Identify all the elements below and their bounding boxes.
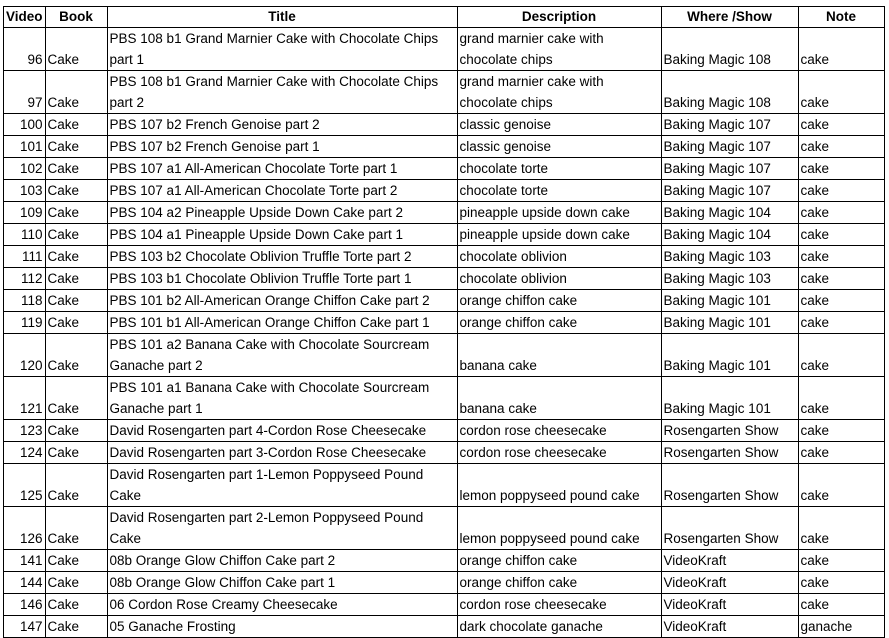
header-row — [4, 7, 885, 28]
cell-video[interactable]: 97 — [4, 71, 46, 114]
cell-description[interactable]: orange chiffon cake — [457, 550, 661, 572]
cell-where-show[interactable]: Baking Magic 107 — [661, 114, 798, 136]
cell-note[interactable]: cake — [798, 246, 884, 268]
cell-description[interactable]: cordon rose cheesecake — [457, 442, 661, 464]
cell-description[interactable]: banana cake — [457, 334, 661, 377]
table-row[interactable] — [4, 312, 885, 334]
cell-description[interactable]: grand marnier cake with chocolate chips — [457, 28, 661, 71]
cell-where-show[interactable]: Rosengarten Show — [661, 442, 798, 464]
cell-where-show[interactable]: Baking Magic 104 — [661, 202, 798, 224]
table-row[interactable] — [4, 246, 885, 268]
cell-video[interactable]: 144 — [4, 572, 46, 594]
cell-where-show[interactable]: VideoKraft — [661, 572, 798, 594]
cell-video[interactable]: 101 — [4, 136, 46, 158]
cell-note[interactable]: cake — [798, 550, 884, 572]
cell-where-show[interactable]: Baking Magic 104 — [661, 224, 798, 246]
cell-title[interactable]: PBS 104 a1 Pineapple Upside Down Cake part 1 — [107, 224, 457, 246]
cell-book[interactable]: Cake — [45, 158, 107, 180]
cell-note[interactable]: cake — [798, 312, 884, 334]
table-row[interactable] — [4, 464, 885, 507]
cell-description[interactable]: cordon rose cheesecake — [457, 420, 661, 442]
cell-title[interactable]: PBS 104 a2 Pineapple Upside Down Cake part 2 — [107, 202, 457, 224]
cell-book[interactable]: Cake — [45, 224, 107, 246]
cell-video[interactable]: 110 — [4, 224, 46, 246]
cell-description[interactable]: pineapple upside down cake — [457, 224, 661, 246]
table-row[interactable] — [4, 420, 885, 442]
table-row[interactable] — [4, 334, 885, 377]
cell-description[interactable]: classic genoise — [457, 136, 661, 158]
cell-description[interactable]: banana cake — [457, 377, 661, 420]
cell-where-show[interactable]: Baking Magic 101 — [661, 290, 798, 312]
table-row[interactable] — [4, 180, 885, 202]
cell-title[interactable]: 08b Orange Glow Chiffon Cake part 2 — [107, 550, 457, 572]
cell-note[interactable]: cake — [798, 442, 884, 464]
cell-note[interactable]: cake — [798, 28, 884, 71]
cell-where-show[interactable]: VideoKraft — [661, 616, 798, 638]
cell-title[interactable]: PBS 108 b1 Grand Marnier Cake with Chocolate Chips part 1 — [107, 28, 457, 71]
cell-note[interactable]: cake — [798, 507, 884, 550]
cell-book[interactable]: Cake — [45, 377, 107, 420]
cell-where-show[interactable]: Rosengarten Show — [661, 464, 798, 507]
cell-where-show[interactable]: Baking Magic 101 — [661, 312, 798, 334]
table-row[interactable] — [4, 616, 885, 638]
cell-book[interactable]: Cake — [45, 420, 107, 442]
cell-video[interactable]: 124 — [4, 442, 46, 464]
cell-where-show[interactable]: Baking Magic 103 — [661, 268, 798, 290]
cell-note[interactable]: cake — [798, 334, 884, 377]
cell-note[interactable]: cake — [798, 158, 884, 180]
cell-description[interactable]: chocolate torte — [457, 158, 661, 180]
cell-book[interactable]: Cake — [45, 442, 107, 464]
cell-title[interactable]: David Rosengarten part 2-Lemon Poppyseed Pound Cake — [107, 507, 457, 550]
cell-description[interactable]: orange chiffon cake — [457, 290, 661, 312]
cell-note[interactable]: cake — [798, 290, 884, 312]
cell-description[interactable]: classic genoise — [457, 114, 661, 136]
cell-description[interactable]: chocolate torte — [457, 180, 661, 202]
cell-title[interactable]: PBS 101 a1 Banana Cake with Chocolate Sourcream Ganache part 1 — [107, 377, 457, 420]
table-body — [4, 28, 885, 638]
cell-video[interactable]: 126 — [4, 507, 46, 550]
table-row[interactable] — [4, 377, 885, 420]
table-row[interactable] — [4, 224, 885, 246]
cell-title[interactable]: PBS 107 b2 French Genoise part 2 — [107, 114, 457, 136]
cell-note[interactable]: cake — [798, 136, 884, 158]
header-title: Title — [107, 7, 457, 28]
cell-video[interactable]: 100 — [4, 114, 46, 136]
cell-note[interactable]: cake — [798, 464, 884, 507]
cell-title[interactable]: PBS 107 a1 All-American Chocolate Torte part 1 — [107, 158, 457, 180]
cell-where-show[interactable]: VideoKraft — [661, 550, 798, 572]
cell-where-show[interactable]: Baking Magic 107 — [661, 136, 798, 158]
table-row[interactable] — [4, 136, 885, 158]
table-row[interactable] — [4, 268, 885, 290]
cell-description[interactable]: lemon poppyseed pound cake — [457, 507, 661, 550]
cell-video[interactable]: 120 — [4, 334, 46, 377]
cell-where-show[interactable]: Baking Magic 103 — [661, 246, 798, 268]
cell-description[interactable]: chocolate oblivion — [457, 268, 661, 290]
cell-description[interactable]: orange chiffon cake — [457, 572, 661, 594]
cell-title[interactable]: David Rosengarten part 4-Cordon Rose Cheesecake — [107, 420, 457, 442]
cell-book[interactable]: Cake — [45, 312, 107, 334]
cell-where-show[interactable]: Baking Magic 108 — [661, 71, 798, 114]
cell-video[interactable]: 102 — [4, 158, 46, 180]
cell-video[interactable]: 112 — [4, 268, 46, 290]
cell-where-show[interactable]: Rosengarten Show — [661, 420, 798, 442]
cell-video[interactable]: 118 — [4, 290, 46, 312]
cell-title[interactable]: PBS 103 b1 Chocolate Oblivion Truffle Torte part 1 — [107, 268, 457, 290]
table-row[interactable] — [4, 290, 885, 312]
table-row[interactable] — [4, 71, 885, 114]
cell-video[interactable]: 125 — [4, 464, 46, 507]
cell-book[interactable]: Cake — [45, 572, 107, 594]
table-row[interactable] — [4, 158, 885, 180]
cell-book[interactable]: Cake — [45, 71, 107, 114]
cell-book[interactable]: Cake — [45, 550, 107, 572]
cell-book[interactable]: Cake — [45, 594, 107, 616]
header-description: Description — [457, 7, 661, 28]
cell-note[interactable]: cake — [798, 71, 884, 114]
table-row[interactable] — [4, 572, 885, 594]
cell-note[interactable]: cake — [798, 268, 884, 290]
cell-book[interactable]: Cake — [45, 114, 107, 136]
cell-note[interactable]: ganache — [798, 616, 884, 638]
cell-video[interactable]: 141 — [4, 550, 46, 572]
cell-note[interactable]: cake — [798, 420, 884, 442]
cell-title[interactable]: PBS 103 b2 Chocolate Oblivion Truffle Torte part 2 — [107, 246, 457, 268]
cell-description[interactable]: grand marnier cake with chocolate chips — [457, 71, 661, 114]
cell-note[interactable]: cake — [798, 114, 884, 136]
cell-note[interactable]: cake — [798, 202, 884, 224]
cell-book[interactable]: Cake — [45, 464, 107, 507]
cell-video[interactable]: 119 — [4, 312, 46, 334]
table-row[interactable] — [4, 507, 885, 550]
cell-title[interactable]: David Rosengarten part 1-Lemon Poppyseed Pound Cake — [107, 464, 457, 507]
cell-video[interactable]: 103 — [4, 180, 46, 202]
cell-title[interactable]: PBS 107 b2 French Genoise part 1 — [107, 136, 457, 158]
cell-note[interactable]: cake — [798, 224, 884, 246]
cell-title[interactable]: David Rosengarten part 3-Cordon Rose Cheesecake — [107, 442, 457, 464]
cell-video[interactable]: 146 — [4, 594, 46, 616]
cell-title[interactable]: PBS 108 b1 Grand Marnier Cake with Chocolate Chips part 2 — [107, 71, 457, 114]
cell-title[interactable]: PBS 101 a2 Banana Cake with Chocolate Sourcream Ganache part 2 — [107, 334, 457, 377]
cell-where-show[interactable]: Rosengarten Show — [661, 507, 798, 550]
cell-book[interactable]: Cake — [45, 268, 107, 290]
cell-book[interactable]: Cake — [45, 202, 107, 224]
cell-where-show[interactable]: Baking Magic 107 — [661, 158, 798, 180]
cell-description[interactable]: chocolate oblivion — [457, 246, 661, 268]
cell-title[interactable]: PBS 107 a1 All-American Chocolate Torte part 2 — [107, 180, 457, 202]
table-row[interactable] — [4, 594, 885, 616]
cell-title[interactable]: PBS 101 b1 All-American Orange Chiffon Cake part 1 — [107, 312, 457, 334]
cell-title[interactable]: 05 Ganache Frosting — [107, 616, 457, 638]
cell-title[interactable]: 08b Orange Glow Chiffon Cake part 1 — [107, 572, 457, 594]
cell-note[interactable]: cake — [798, 572, 884, 594]
header-note: Note — [798, 7, 884, 28]
table-row[interactable] — [4, 550, 885, 572]
cell-description[interactable]: orange chiffon cake — [457, 312, 661, 334]
cell-note[interactable]: cake — [798, 594, 884, 616]
cell-title[interactable]: 06 Cordon Rose Creamy Cheesecake — [107, 594, 457, 616]
cell-note[interactable]: cake — [798, 377, 884, 420]
cell-book[interactable]: Cake — [45, 616, 107, 638]
cell-note[interactable]: cake — [798, 180, 884, 202]
cell-book[interactable]: Cake — [45, 28, 107, 71]
cell-video[interactable]: 123 — [4, 420, 46, 442]
header-book: Book — [45, 7, 107, 28]
cell-description[interactable]: lemon poppyseed pound cake — [457, 464, 661, 507]
cell-video[interactable]: 147 — [4, 616, 46, 638]
cell-book[interactable]: Cake — [45, 136, 107, 158]
cell-title[interactable]: PBS 101 b2 All-American Orange Chiffon Cake part 2 — [107, 290, 457, 312]
cell-description[interactable]: cordon rose cheesecake — [457, 594, 661, 616]
cell-book[interactable]: Cake — [45, 334, 107, 377]
cell-book[interactable]: Cake — [45, 180, 107, 202]
cell-where-show[interactable]: Baking Magic 101 — [661, 377, 798, 420]
table-row[interactable] — [4, 202, 885, 224]
cell-where-show[interactable]: Baking Magic 108 — [661, 28, 798, 71]
header-video: Video — [4, 7, 46, 28]
cell-where-show[interactable]: Baking Magic 101 — [661, 334, 798, 377]
cell-video[interactable]: 109 — [4, 202, 46, 224]
table-row[interactable] — [4, 28, 885, 71]
cell-where-show[interactable]: VideoKraft — [661, 594, 798, 616]
header-where-show: Where /Show — [661, 7, 798, 28]
cell-video[interactable]: 111 — [4, 246, 46, 268]
video-table — [3, 6, 885, 638]
cell-book[interactable]: Cake — [45, 246, 107, 268]
table-row[interactable] — [4, 114, 885, 136]
table-row[interactable] — [4, 442, 885, 464]
cell-video[interactable]: 121 — [4, 377, 46, 420]
cell-book[interactable]: Cake — [45, 507, 107, 550]
cell-description[interactable]: pineapple upside down cake — [457, 202, 661, 224]
cell-description[interactable]: dark chocolate ganache — [457, 616, 661, 638]
cell-book[interactable]: Cake — [45, 290, 107, 312]
cell-video[interactable]: 96 — [4, 28, 46, 71]
cell-where-show[interactable]: Baking Magic 107 — [661, 180, 798, 202]
